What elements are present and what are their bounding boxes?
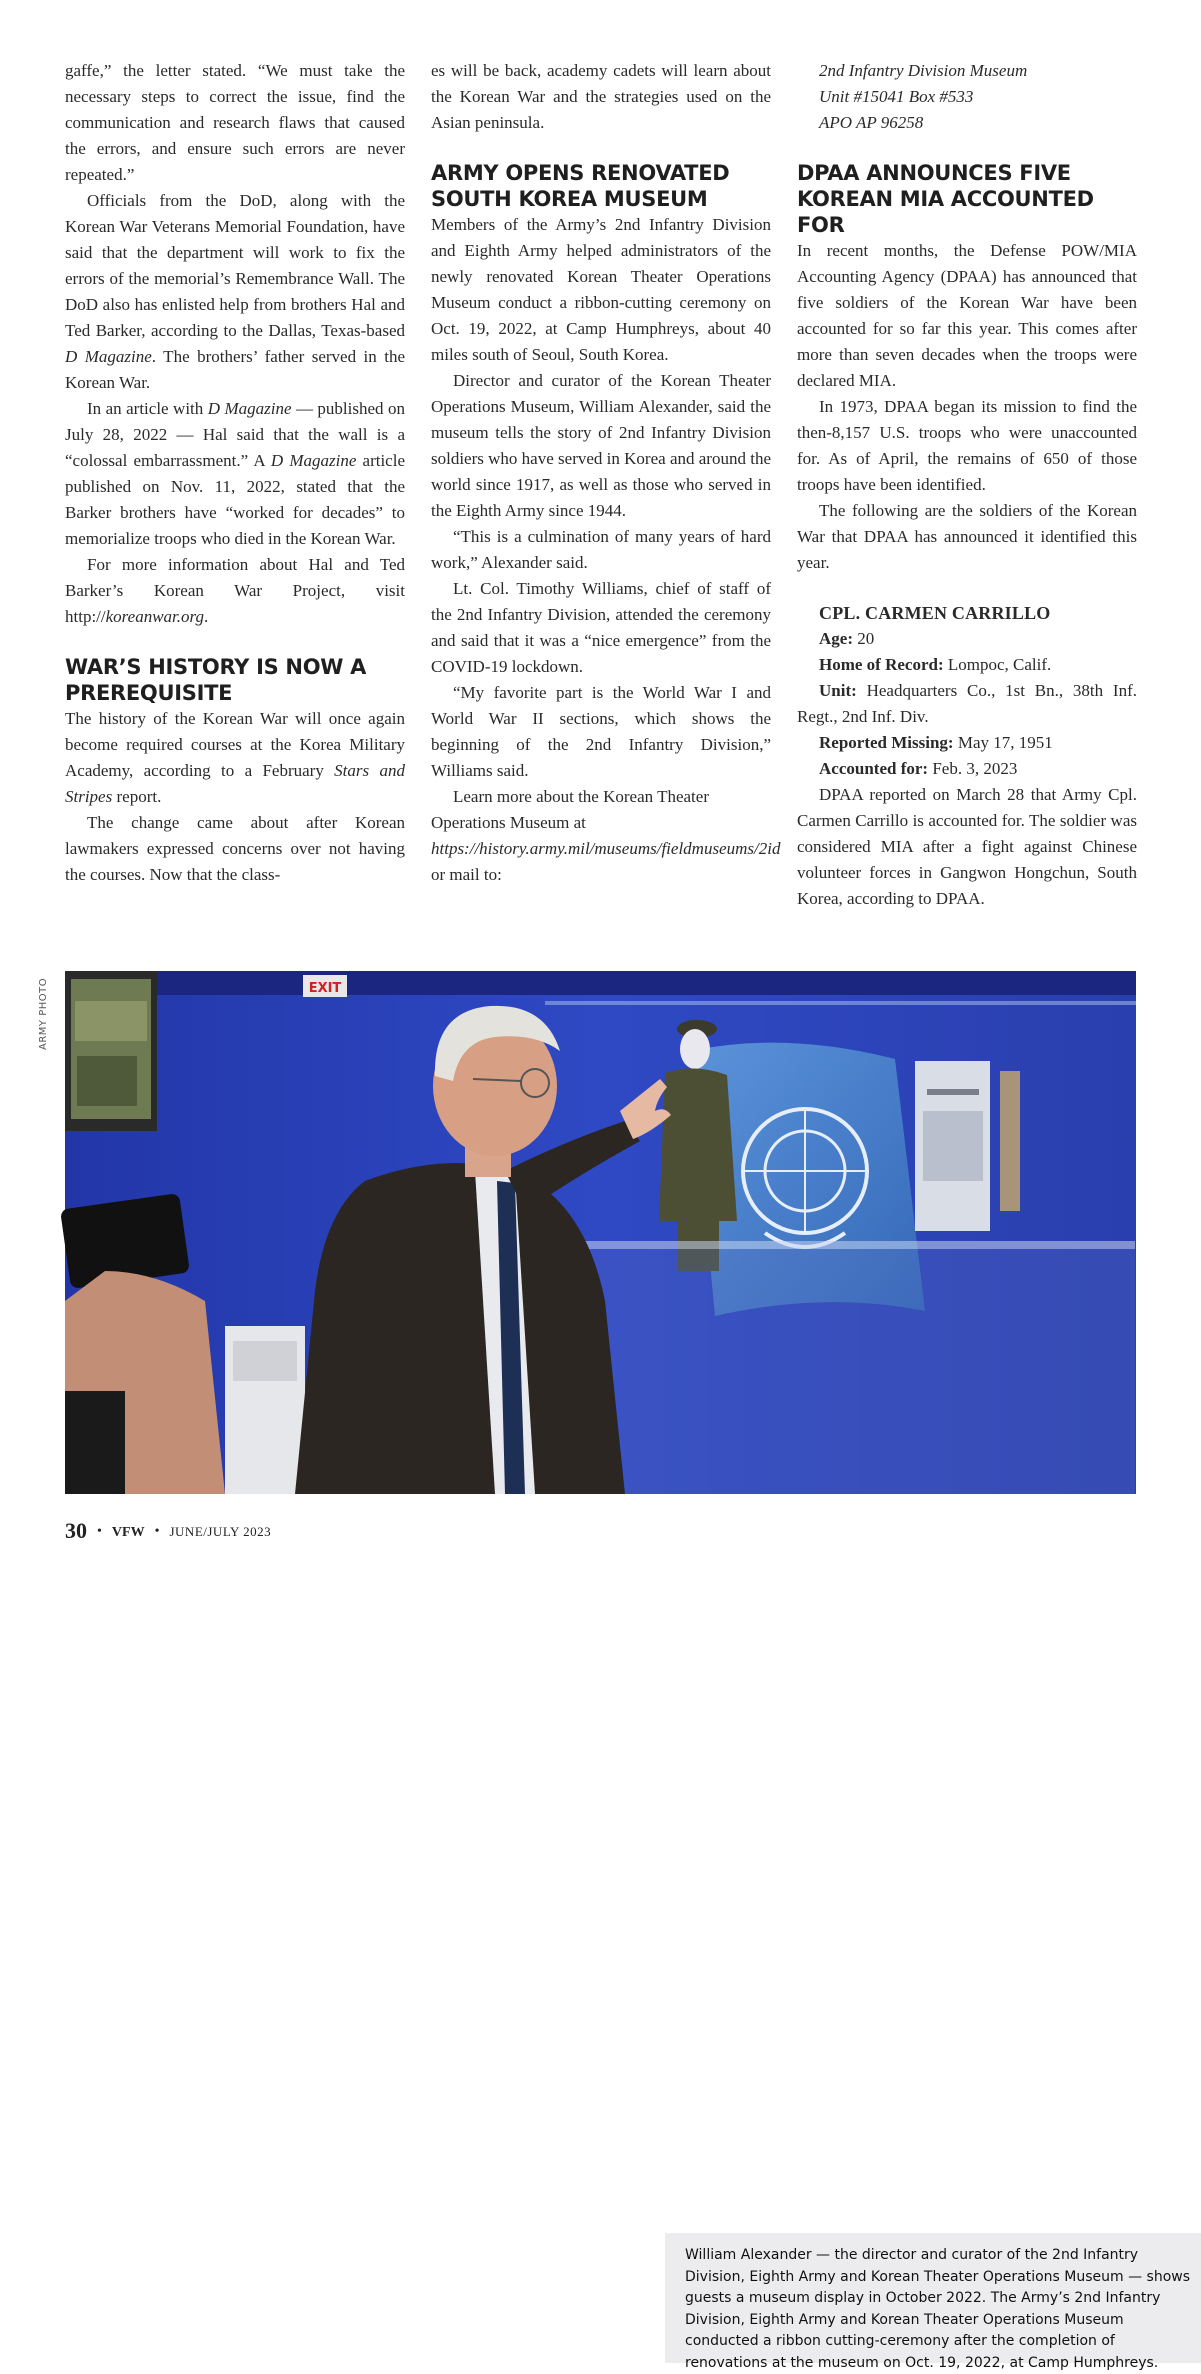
col1-paragraph: In an article with D Magazine — published on July 28, 2022 — Hal said that the wall is a “colossal embarrassment.” A D Magazine article published on Nov. 11, 2022, stated that the Barker brothers have “worked for decades” to memorialize troops who died in the Korean War. <box>65 399 405 548</box>
column-3 <box>797 58 1137 912</box>
soldier-unit: Unit: Headquarters Co., 1st Bn., 38th Inf. Regt., 2nd Inf. Div. <box>797 681 1137 726</box>
publication-name: D Magazine <box>270 451 357 470</box>
address-line: 2nd Infantry Division Museum <box>819 61 1028 80</box>
col1-paragraph: gaffe,” the letter stated. “We must take the necessary steps to correct the issue, find the communication and research flaws that caused the errors, and ensure such errors are never repeated.” <box>65 61 405 184</box>
address-line: APO AP 96258 <box>819 113 924 132</box>
page-number: 30 <box>65 1518 87 1543</box>
website-link[interactable]: koreanwar.org <box>105 607 205 626</box>
soldier-age: Age: 20 <box>819 629 875 648</box>
dehumidifier <box>225 1326 305 1494</box>
photo-caption: William Alexander — the director and curator of the 2nd Infantry Division, Eighth Army and Korean Theater Operations Museum — shows guests a museum display in October 2022. The Army’s 2nd Infantry Division, Eighth Army and Korean Theater Operations Museum conducted a ribbon cutting-ceremony after the completion of renovations at the museum on Oct. 19, 2022, at Camp Humphreys. <box>665 2233 1201 2363</box>
soldier-missing: Reported Missing: May 17, 1951 <box>819 733 1053 752</box>
photo-credit: ARMY PHOTO <box>38 977 49 1050</box>
col2-paragraph: es will be back, academy cadets will learn about the Korean War and the strategies used on the Asian peninsula. <box>431 61 771 132</box>
issue-date: JUNE/JULY 2023 <box>169 1524 272 1539</box>
exit-sign <box>303 975 347 997</box>
section-heading-prerequisite: WAR’S HISTORY IS NOW A PREREQUISITE <box>65 655 367 705</box>
col2-paragraph: “This is a culmination of many years of hard work,” Alexander said. <box>431 527 771 572</box>
museum-scene-illustration <box>65 971 1136 1494</box>
publication-name: Stars and Stripes <box>65 761 405 806</box>
col2-paragraph: Lt. Col. Timothy Williams, chief of staff of the 2nd Infantry Division, attended the ceremony and said that it was a “nice emergence” from the COVID-19 lockdown. <box>431 579 771 676</box>
publication-name: D Magazine <box>65 347 152 366</box>
col2-paragraph: Learn more about the Korean Theater Operations Museum at https://history.army.mil/museums/fieldmuseums/2id or mail to: <box>431 787 781 884</box>
section-heading-dpaa: DPAA ANNOUNCES FIVE KOREAN MIA ACCOUNTED FOR <box>797 161 1094 237</box>
col1-paragraph: Officials from the DoD, along with the Korean War Veterans Memorial Foundation, have said that the department will work to fix the errors of the memorial’s Remembrance Wall. The DoD also has enlisted help from brothers Hal and Ted Barker, according to the Dallas, Texas-based D Magazine. The brothers’ father served in the Korean War. <box>65 191 405 392</box>
col2-paragraph: Director and curator of the Korean Theater Operations Museum, William Alexander, said the museum tells the story of 2nd Infantry Division soldiers who have served in Korea and around the world since 1917, as well as those who served in the Eighth Army since 1944. <box>431 371 771 520</box>
col3-paragraph: DPAA reported on March 28 that Army Cpl. Carmen Carrillo is accounted for. The soldier was considered MIA after a fight against Chinese volunteer forces in Gangwon Hongchun, South Korea, according to DPAA. <box>797 785 1137 908</box>
separator: • <box>154 1524 160 1539</box>
separator: • <box>97 1524 102 1539</box>
soldier-home: Home of Record: Lompoc, Calif. <box>819 655 1052 674</box>
col1-paragraph: The history of the Korean War will once again become required courses at the Korea Military Academy, according to a February Stars and Stripes report. <box>65 709 405 806</box>
address-line: Unit #15041 Box #533 <box>819 87 974 106</box>
col1-paragraph: For more information about Hal and Ted Barker’s Korean War Project, visit http://koreanwar.org. <box>65 555 405 626</box>
publication-name: D Magazine <box>207 399 292 418</box>
exhibit-panel <box>915 1061 1020 1231</box>
col3-paragraph: In recent months, the Defense POW/MIA Accounting Agency (DPAA) has announced that five soldiers of the Korean War have been accounted for so far this year. This comes after more than seven decades when the troops were declared MIA. <box>797 241 1137 390</box>
col3-paragraph: The following are the soldiers of the Korean War that DPAA has announced it identified this year. <box>797 501 1137 572</box>
mailing-address <box>797 58 1137 136</box>
framed-painting <box>65 971 157 1131</box>
magazine-name: VFW <box>111 1525 145 1540</box>
col1-paragraph: The change came about after Korean lawmakers expressed concerns over not having the courses. Now that the class- <box>65 813 405 884</box>
page-footer <box>65 1518 271 1544</box>
section-heading-museum: ARMY OPENS RENOVATED SOUTH KOREA MUSEUM <box>431 161 730 211</box>
museum-link[interactable]: https://history.army.mil/museums/fieldmuseums/2id <box>431 839 781 858</box>
soldier-name: CPL. CARMEN CARRILLO <box>819 603 1051 623</box>
soldier-accounted: Accounted for: Feb. 3, 2023 <box>819 759 1018 778</box>
exit-sign-text: EXIT <box>308 981 342 996</box>
column-2 <box>431 58 781 888</box>
col3-paragraph: In 1973, DPAA began its mission to find the then-8,157 U.S. troops who were unaccounted for. As of April, the remains of 650 of those troops have been identified. <box>797 397 1137 494</box>
col2-paragraph: “My favorite part is the World War I and World War II sections, which shows the beginning of the 2nd Infantry Division,” Williams said. <box>431 683 771 780</box>
column-1 <box>65 58 405 888</box>
col2-paragraph: Members of the Army’s 2nd Infantry Division and Eighth Army helped administrators of the newly renovated Korean Theater Operations Museum conduct a ribbon-cutting ceremony on Oct. 19, 2022, at Camp Humphreys, about 40 miles south of Seoul, South Korea. <box>431 215 771 364</box>
